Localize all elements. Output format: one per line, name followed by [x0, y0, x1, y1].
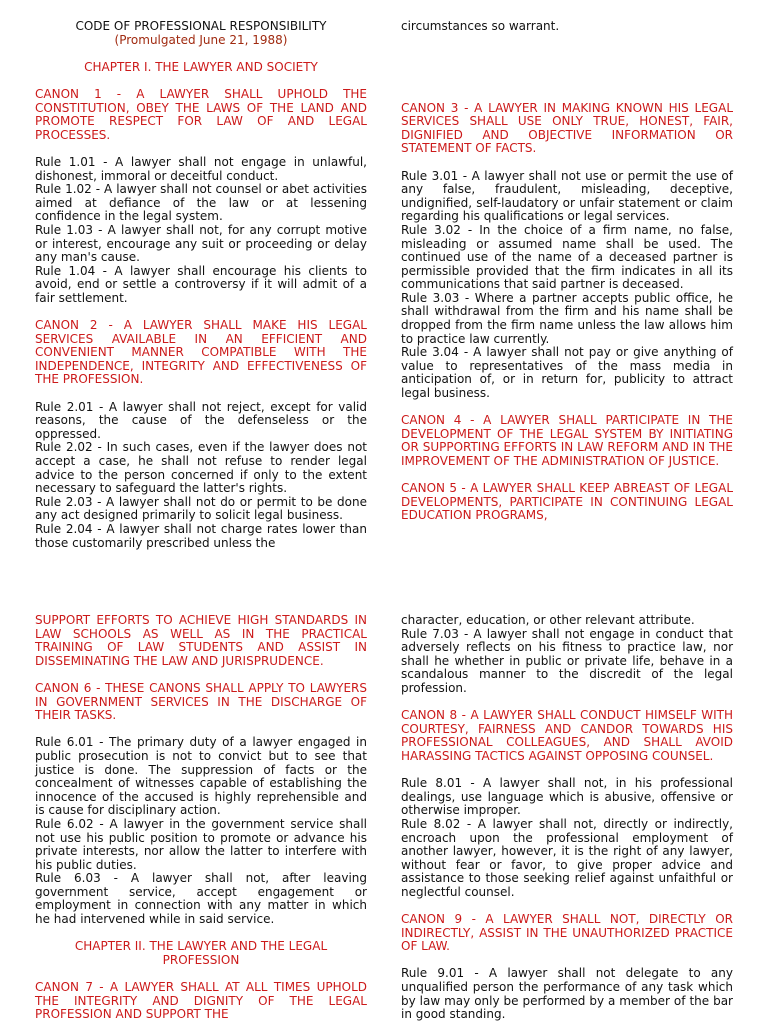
rule-8-01: Rule 8.01 - A lawyer shall not, in his professional dealings, use language which is abusive, offensive or otherwise improper.: [401, 776, 733, 818]
page1-left-column: [35, 20, 367, 550]
canon-3: CANON 3 - A LAWYER IN MAKING KNOWN HIS LEGAL SERVICES SHALL USE ONLY TRUE, HONEST, FAIR, DIGNIFIED AND OBJECTIVE INFORMATION OR STATEMENT OF FACTS.: [401, 100, 733, 156]
continued-text: character, education, or other relevant attribute.: [401, 613, 695, 627]
page1-right-column: [401, 20, 733, 523]
rule-1-01: Rule 1.01 - A lawyer shall not engage in unlawful, dishonest, immoral or deceitful conduct.: [35, 154, 367, 183]
rule-1-02: Rule 1.02 - A lawyer shall not counsel or abet activities aimed at defiance of the law or at lessening confidence in the legal system.: [35, 182, 367, 224]
rule-2-01: Rule 2.01 - A lawyer shall not reject, except for valid reasons, the cause of the defenseless or the oppressed.: [35, 399, 367, 441]
canon-8: CANON 8 - A LAWYER SHALL CONDUCT HIMSELF WITH COURTESY, FAIRNESS AND CANDOR TOWARDS HIS PROFESSIONAL COLLEAGUES, AND SHALL AVOID HARASSING TACTICS AGAINST OPPOSING COUNSEL.: [401, 708, 733, 763]
canon-9: CANON 9 - A LAWYER SHALL NOT, DIRECTLY OR INDIRECTLY, ASSIST IN THE UNAUTHORIZED PRACTICE OF LAW.: [401, 912, 733, 954]
rule-3-03: Rule 3.03 - Where a partner accepts public office, he shall withdrawal from the firm and his name shall be dropped from the firm name unless the law allows him to practice law currently.: [401, 290, 733, 346]
rule-8-02: Rule 8.02 - A lawyer shall not, directly or indirectly, encroach upon the professional employment of another lawyer, however, it is the right of any lawyer, without fear or favor, to give proper advice and assistance to those seeking relief against unfaithful or neglectful counsel.: [401, 816, 733, 899]
rule-1-04: Rule 1.04 - A lawyer shall encourage his clients to avoid, end or settle a controversy if it will admit of a fair settlement.: [35, 263, 367, 305]
canon-1: CANON 1 - A LAWYER SHALL UPHOLD THE CONSTITUTION, OBEY THE LAWS OF THE LAND AND PROMOTE RESPECT FOR LAW OF AND LEGAL PROCESSES.: [35, 86, 367, 142]
document-title: CODE OF PROFESSIONAL RESPONSIBILITY: [75, 19, 327, 33]
rule-2-03: Rule 2.03 - A lawyer shall not do or permit to be done any act designed primarily to solicit legal business.: [35, 494, 367, 523]
canon-2: CANON 2 - A LAWYER SHALL MAKE HIS LEGAL SERVICES AVAILABLE IN AN EFFICIENT AND CONVENIENT MANNER COMPATIBLE WITH THE INDEPENDENCE, INTEGRITY AND EFFECTIVENESS OF THE PROFESSION.: [35, 318, 367, 387]
chapter-2-heading: CHAPTER II. THE LAWYER AND THE LEGAL PROFESSION: [74, 939, 328, 967]
canon-5-continued: SUPPORT EFFORTS TO ACHIEVE HIGH STANDARDS IN LAW SCHOOLS AS WELL AS IN THE PRACTICAL TRAINING OF LAW STUDENTS AND ASSIST IN DISSEMINATING THE LAW AND JURISPRUDENCE.: [35, 613, 367, 668]
rule-3-02: Rule 3.02 - In the choice of a firm name, no false, misleading or assumed name shall be used. The continued use of the name of a deceased partner is permissible provided that the firm indicates in all its communications that said partner is deceased.: [401, 222, 733, 292]
rule-2-02: Rule 2.02 - In such cases, even if the lawyer does not accept a case, he shall not refuse to render legal advice to the person concerned if only to the extent necessary to safeguard the latter's rights.: [35, 440, 367, 496]
rule-7-03: Rule 7.03 - A lawyer shall not engage in conduct that adversely reflects on his fitness to practice law, nor shall he whether in public or private life, behave in a scandalous manner to the discredit of the legal profession.: [401, 626, 733, 695]
page-2: [0, 600, 768, 1024]
rule-3-01: Rule 3.01 - A lawyer shall not use or permit the use of any false, fraudulent, misleading, deceptive, undignified, self-laudatory or unfair statement or claim regarding his qualifications or legal services.: [401, 168, 733, 224]
canon-6: CANON 6 - THESE CANONS SHALL APPLY TO LAWYERS IN GOVERNMENT SERVICES IN THE DISCHARGE OF THEIR TASKS.: [35, 680, 367, 723]
rule-6-02: Rule 6.02 - A lawyer in the government service shall not use his public position to promote or advance his private interests, nor allow the latter to interfere with his public duties.: [35, 816, 367, 872]
canon-7: CANON 7 - A LAWYER SHALL AT ALL TIMES UPHOLD THE INTEGRITY AND DIGNITY OF THE LEGAL PROFESSION AND SUPPORT THE: [35, 980, 367, 1022]
rule-3-04: Rule 3.04 - A lawyer shall not pay or give anything of value to representatives of the mass media in anticipation of, or in return for, publicity to attract legal business.: [401, 345, 733, 401]
canon-4: CANON 4 - A LAWYER SHALL PARTICIPATE IN THE DEVELOPMENT OF THE LEGAL SYSTEM BY INITIATING OR SUPPORTING EFFORTS IN LAW REFORM AND IN THE IMPROVEMENT OF THE ADMINISTRATION OF JUSTICE.: [401, 413, 733, 468]
rule-2-04: Rule 2.04 - A lawyer shall not charge rates lower than those customarily prescribed unless the: [35, 521, 367, 550]
canon-5: CANON 5 - A LAWYER SHALL KEEP ABREAST OF LEGAL DEVELOPMENTS, PARTICIPATE IN CONTINUING LEGAL EDUCATION PROGRAMS,: [401, 481, 733, 523]
continued-text: circumstances so warrant.: [401, 19, 560, 33]
rule-1-03: Rule 1.03 - A lawyer shall not, for any corrupt motive or interest, encourage any suit or proceeding or delay any man's cause.: [35, 222, 367, 265]
rule-6-03: Rule 6.03 - A lawyer shall not, after leaving government service, accept engagement or employment in connection with any matter in which he had intervened while in said service.: [35, 871, 367, 927]
promulgation-date: (Promulgated June 21, 1988): [114, 32, 288, 47]
page2-left-column: [35, 614, 367, 1022]
chapter-1-heading: CHAPTER I. THE LAWYER AND SOCIETY: [84, 59, 318, 74]
rule-9-01: Rule 9.01 - A lawyer shall not delegate to any unqualified person the performance of any task which by law may only be performed by a member of the bar in good standing.: [401, 966, 733, 1022]
rule-6-01: Rule 6.01 - The primary duty of a lawyer engaged in public prosecution is not to convict but to see that justice is done. The suppression of facts or the concealment of witnesses capable of establishing the innocence of the accused is highly reprehensible and is cause for disciplinary action.: [35, 735, 367, 818]
page2-right-column: [401, 614, 733, 1022]
